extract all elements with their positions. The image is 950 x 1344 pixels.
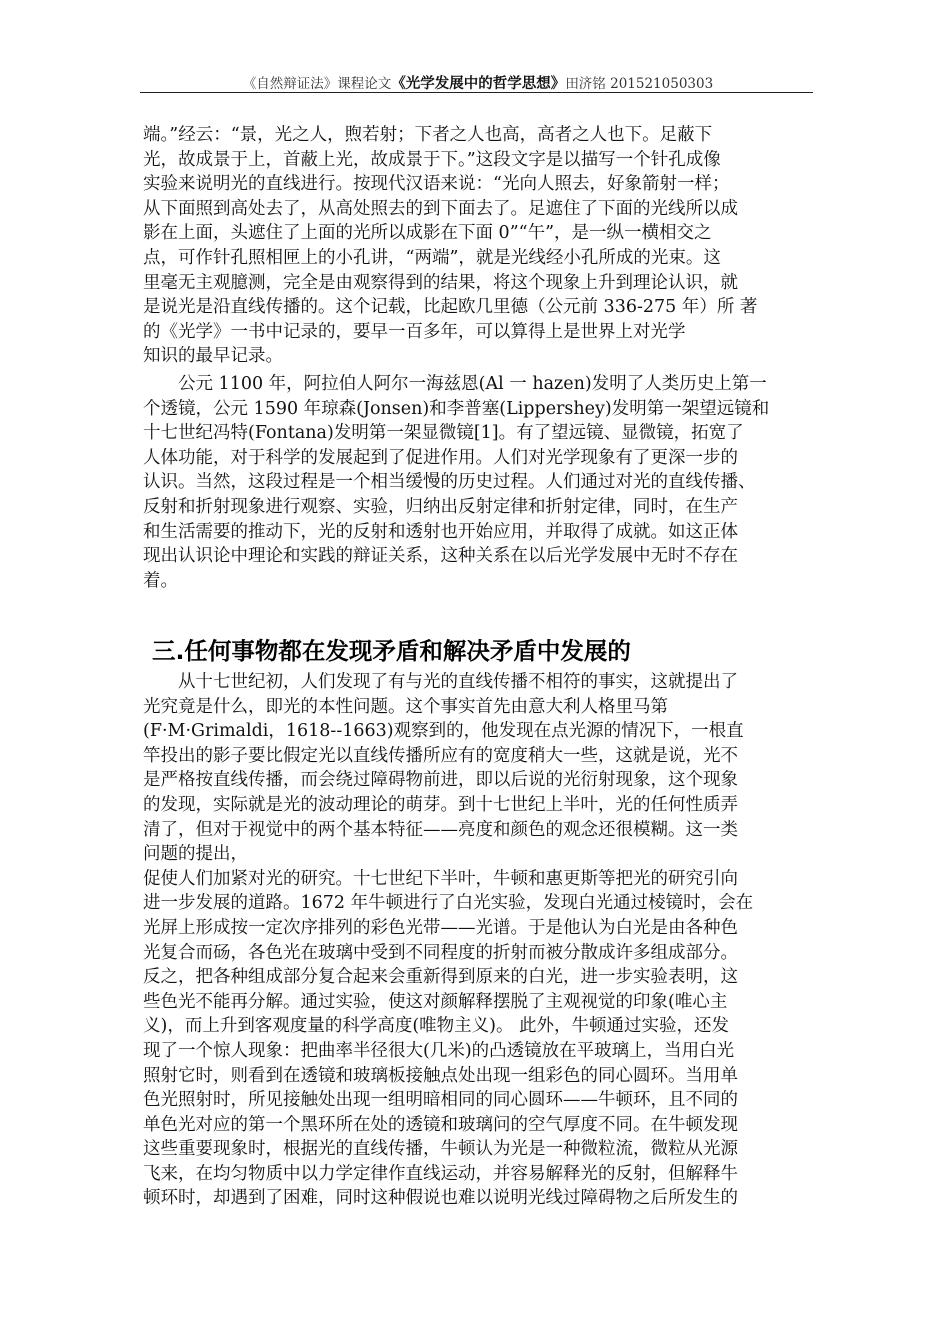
text-line: 光复合而砀，各色光在玻璃中受到不同程度的折射而被分散成许多组成部分。	[143, 942, 738, 963]
text-line: 的《光学》一书中记录的，要早一百多年，可以算得上是世界上对光学	[143, 321, 686, 342]
text-line: 光究竟是什么，即光的本性问题。这个事实首先由意大利人格里马第	[143, 696, 668, 717]
text-line: 现出认识论中理论和实践的辩证关系，这种关系在以后光学发展中无时不存在	[143, 546, 738, 567]
text-line: 清了，但对于视觉中的两个基本特征——亮度和颜色的观念还很模糊。这一类	[143, 819, 738, 840]
paragraph-lens-history	[143, 372, 813, 593]
header-author: 田济铭 201521050303	[565, 76, 714, 92]
text-line: 义)，而上升到客观度量的科学高度(唯物主义)。 此外，牛顿通过实验，还发	[143, 1016, 730, 1037]
text-line: 促使人们加紧对光的研究。十七世纪下半叶，牛顿和惠更斯等把光的研究引向	[143, 868, 738, 889]
text-line: 反之，把各种组成部分复合起来会重新得到原来的白光，进一步实验表明，这	[143, 967, 738, 988]
header-paper-title: 《光学发展中的哲学思想》	[391, 75, 566, 92]
text-line: 些色光不能再分解。通过实验，使这对颜解释摆脱了主观视觉的印象(唯心主	[143, 991, 728, 1012]
text-line: 顿环时，却遇到了困难，同时这种假说也难以说明光线过障碍物之后所发生的	[143, 1188, 738, 1209]
text-line: 这些重要现象时，根据光的直线传播，牛顿认为光是一种微粒流，微粒从光源	[143, 1139, 738, 1160]
text-line: 从下面照到高处去了，从高处照去的到下面去了。足遮住了下面的光线所以成	[143, 198, 738, 219]
running-header	[143, 72, 813, 93]
text-line: 进一步发展的道路。1672 年牛顿进行了白光实验，发现白光通过棱镜时，会在	[143, 893, 754, 914]
text-line: 单色光对应的第一个黑环所在处的透镜和玻璃问的空气厚度不同。在牛顿发现	[143, 1114, 738, 1135]
header-divider	[140, 92, 813, 93]
text-line: 是说光是沿直线传播的。这个记载，比起欧几里德（公元前 336-275 年）所 著	[143, 297, 758, 318]
text-line: 点，可作针孔照相匣上的小孔讲，“两端”，就是光线经小孔所成的光束。这	[143, 247, 721, 268]
text-line: 飞来，在均匀物质中以力学定律作直线运动，并容易解释光的反射，但解释牛	[143, 1163, 738, 1184]
text-line: 竿投出的影子要比假定光以直线传播所应有的宽度稍大一些，这就是说，光不	[143, 745, 738, 766]
text-line: 照射它时，则看到在透镜和玻璃板接触点处出现一组彩色的同心圆环。当用单	[143, 1065, 738, 1086]
text-line: 影在上面，头遮住了上面的光所以成影在下面 0”“午”，是一纵一横相交之	[143, 223, 712, 244]
text-line: 色光照射时，所见接触处出现一组明暗相同的同心圆环——牛顿环，且不同的	[143, 1090, 738, 1111]
text-line: 现了一个惊人现象：把曲率半径很大(几米)的凸透镜放在平玻璃上，当用白光	[143, 1040, 735, 1061]
text-line: 光屏上形成按一定次序排列的彩色光带——光谱。于是他认为白光是由各种色	[143, 917, 738, 938]
text-line: 实验来说明光的直线进行。按现代汉语来说：“光向人照去，好象箭射一样；	[143, 174, 730, 195]
header-course: 《自然辩证法》课程论文	[242, 76, 392, 92]
text-line: 的发现，实际就是光的波动理论的萌芽。到十七世纪上半叶，光的任何性质弄	[143, 794, 738, 815]
text-line: 光，故成景于上，首蔽上光，故成景于下。”这段文字是以描写一个针孔成像	[143, 149, 721, 170]
text-line: 个透镜，公元 1590 年琼森(Jonsen)和李普塞(Lippershey)发明第一架望远镜和	[143, 398, 770, 419]
text-line: 端。”经云：“景，光之人，煦若射；下者之人也高，高者之人也下。足蔽下	[143, 125, 713, 145]
text-line: 认识。当然，这段过程是一个相当缓慢的历史过程。人们通过对光的直线传播、	[143, 472, 756, 493]
text-line: 反射和折射现象进行观察、实验，归纳出反射定律和折射定律，同时，在生产	[143, 496, 738, 517]
text-line: 公元 1100 年，阿拉伯人阿尔一海兹恩(Al 一 hazen)发明了人类历史上第一	[143, 374, 767, 394]
text-line: 知识的最早记录。	[143, 346, 283, 367]
text-line: 从十七世纪初，人们发现了有与光的直线传播不相符的事实，这就提出了	[143, 672, 738, 692]
text-line: 人体功能，对于科学的发展起到了促进作用。人们对光学现象有了更深一步的	[143, 447, 738, 468]
text-line: 里毫无主观臆测，完全是由观察得到的结果，将这个现象上升到理论认识，就	[143, 272, 738, 293]
text-line: 问题的提出，	[143, 844, 248, 865]
text-line: 和生活需要的推动下，光的反射和透射也开始应用，并取得了成就。如这正体	[143, 521, 738, 542]
paragraph-pinhole	[143, 123, 813, 369]
text-line: (F·M·Grimaldi，1618--1663)观察到的，他发现在点光源的情况下，一根直	[143, 721, 744, 742]
text-line: 着。	[143, 570, 178, 591]
section-heading: 三.任何事物都在发现矛盾和解决矛盾中发展的	[152, 637, 631, 665]
text-line: 十七世纪冯特(Fontana)发明第一架显微镜[1]。有了望远镜、显微镜，拓宽了	[143, 423, 744, 444]
text-line: 是严格按直线传播，而会绕过障碍物前进，即以后说的光衍射现象，这个现象	[143, 770, 738, 791]
paragraph-nature-of-light	[143, 670, 813, 1211]
